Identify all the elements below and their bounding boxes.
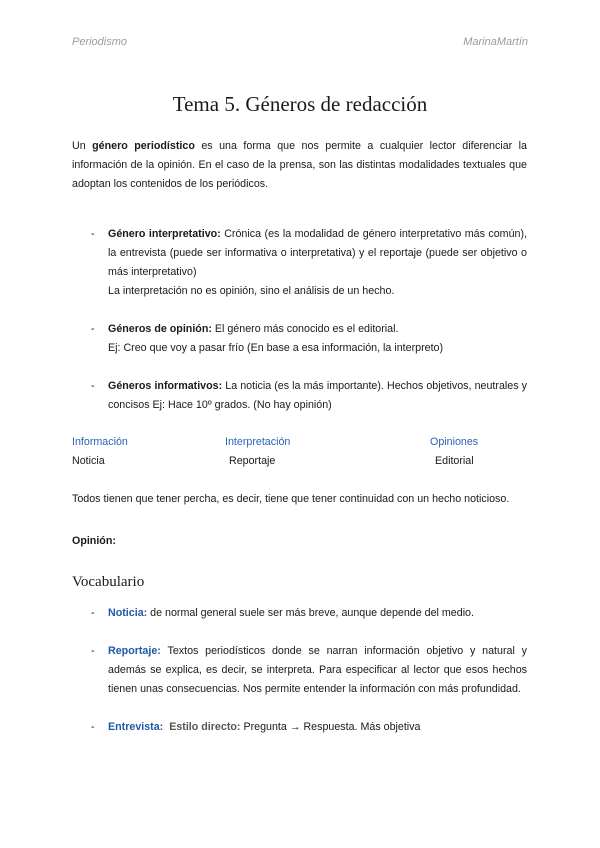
table-header: Interpretación bbox=[225, 436, 291, 448]
document-body bbox=[72, 137, 527, 737]
genre-label: Géneros de opinión: bbox=[108, 323, 212, 335]
vocab-text: Pregunta → Respuesta. Más objetiva bbox=[240, 721, 421, 733]
vocab-term: Noticia: bbox=[108, 607, 148, 619]
page-title: Tema 5. Géneros de redacción bbox=[172, 92, 428, 116]
opinion-label: Opinión: bbox=[72, 535, 116, 547]
vocab-heading: Vocabulario bbox=[72, 574, 145, 590]
percha-paragraph: Todos tienen que tener percha, es decir, tiene que tener continuidad con un hecho noticioso. bbox=[72, 493, 510, 505]
bullet-dash: - bbox=[91, 645, 95, 657]
vocab-item-reportaje bbox=[72, 642, 527, 699]
page-header bbox=[72, 36, 528, 48]
genre-note: La interpretación no es opinión, sino el análisis de un hecho. bbox=[108, 285, 395, 297]
intro-paragraph bbox=[72, 137, 527, 194]
vocab-text: de normal general suele ser más breve, aunque depende del medio. bbox=[147, 607, 474, 619]
genre-table bbox=[72, 433, 527, 471]
vocab-term: Entrevista: bbox=[108, 721, 164, 733]
genre-note: Ej: Creo que voy a pasar frío (En base a esa información, la interpreto) bbox=[108, 342, 444, 354]
intro-post: es una forma que nos permite a cualquier lector diferenciar la información de la opinión. En el caso de la prensa, son las distintas modalidades textuales que adoptan los contenidos de los periódicos. bbox=[72, 140, 527, 190]
table-header-row bbox=[72, 433, 527, 452]
genre-label: Géneros informativos: bbox=[108, 380, 223, 392]
table-header: Información bbox=[72, 436, 128, 448]
bullet-dash: - bbox=[91, 607, 95, 619]
bullet-dash: - bbox=[91, 721, 95, 733]
header-subject: Periodismo bbox=[72, 36, 128, 48]
genre-item-opinion bbox=[72, 320, 527, 358]
genre-item-interpretativo bbox=[72, 225, 527, 301]
table-cell: Noticia bbox=[72, 455, 105, 467]
genre-text: La noticia (es la más importante). Hechos objetivos, neutrales y concisos Ej: Hace 10º grados. (No hay opinión) bbox=[108, 380, 527, 411]
bullet-dash: - bbox=[91, 380, 95, 392]
intro-pre: Un bbox=[72, 140, 93, 152]
vocab-subterm: Estilo directo: bbox=[169, 721, 241, 733]
table-cell: Reportaje bbox=[229, 455, 276, 467]
header-author: MarinaMartín bbox=[463, 36, 528, 48]
bullet-dash: - bbox=[91, 323, 95, 335]
vocab-term: Reportaje: bbox=[108, 645, 161, 657]
genre-text: El género más conocido es el editorial. bbox=[211, 323, 399, 335]
table-header: Opiniones bbox=[430, 436, 479, 448]
table-cell: Editorial bbox=[435, 455, 474, 467]
table-row bbox=[72, 452, 527, 471]
vocab-text: Textos periodísticos donde se narran información objetivo y natural y además se explica, es decir, se interpreta. Para especificar al lector que esos hechos tienen unas consecuencias. Nos permite entender la información con más profundidad. bbox=[108, 645, 527, 695]
genre-label: Género interpretativo: bbox=[108, 228, 221, 240]
vocab-item-entrevista bbox=[72, 718, 527, 737]
genre-item-informativos bbox=[72, 377, 527, 415]
intro-bold-term: género periodístico bbox=[92, 140, 195, 152]
genre-text: Crónica (es la modalidad de género interpretativo más común), la entrevista (puede ser informativa o interpretativa) y el reportaje (puede ser objetivo o más interpretativo) bbox=[108, 228, 527, 278]
vocab-item-noticia bbox=[72, 604, 527, 623]
bullet-dash: - bbox=[91, 228, 95, 240]
